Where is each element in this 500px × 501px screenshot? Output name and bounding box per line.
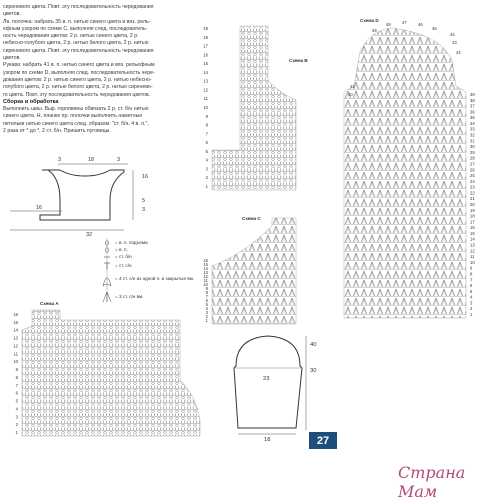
chart-c bbox=[203, 216, 296, 324]
row-number: 42 bbox=[456, 50, 461, 55]
row-number: 4 bbox=[15, 406, 18, 412]
row-number: 31 bbox=[470, 138, 475, 144]
row-number: 3 bbox=[205, 310, 208, 315]
row-number: 11 bbox=[203, 96, 208, 102]
row-number: 10 bbox=[470, 259, 475, 265]
row-number: 13 bbox=[203, 78, 208, 84]
instruction-line: голубого цвета, 2 р. нитью белого цвета, 2 р. нитью сиренево- bbox=[3, 84, 153, 91]
page-number: 27 bbox=[309, 432, 337, 449]
chart-d-label: Схема D bbox=[360, 18, 379, 23]
row-number: 6 bbox=[205, 298, 208, 303]
row-number: 24 bbox=[470, 178, 475, 184]
cluster-3-icon bbox=[103, 292, 111, 302]
instruction-line: цветов. bbox=[3, 11, 21, 18]
assembly-heading: Сборка и обработка bbox=[3, 98, 59, 105]
sleeve-label-width: 23 bbox=[263, 376, 270, 382]
row-number: 1 bbox=[15, 430, 18, 435]
row-number: 15 bbox=[470, 230, 475, 236]
vest-label-top-right: 3 bbox=[117, 157, 121, 163]
row-number: 14 bbox=[203, 69, 208, 75]
row-number: 47 bbox=[402, 20, 407, 25]
row-number: 6 bbox=[205, 140, 208, 146]
legend-item-sc: = ст. б/н bbox=[115, 254, 132, 259]
row-number: 10 bbox=[13, 359, 18, 365]
row-number: 28 bbox=[470, 155, 475, 161]
row-number: 9 bbox=[205, 113, 208, 119]
instruction-line: го цвета. Повт. эту последовательность чередования цветов. bbox=[3, 91, 151, 98]
row-number: 2 bbox=[205, 314, 208, 319]
row-number: 15 bbox=[13, 319, 18, 325]
assembly-line: Выполнить швы. Выр. горловины обвязать 2 р. ст. б/н нитью bbox=[3, 106, 149, 113]
legend-item-cluster4: = 4 ст. с/н из одной п. и закрытые вм. bbox=[115, 276, 195, 281]
chart-a-label: Схема A bbox=[40, 301, 59, 306]
instruction-line: цветов. bbox=[3, 55, 21, 62]
stitch-legend bbox=[103, 238, 194, 302]
instruction-line: небесно-голубого цвета, 2 р. нитью белого цвета, 2 р. нитью bbox=[3, 40, 149, 47]
row-number: 14 bbox=[470, 236, 475, 242]
row-number: 15 bbox=[203, 61, 208, 67]
row-number: 20 bbox=[470, 202, 475, 207]
row-number: 40 bbox=[348, 92, 353, 97]
row-number: 5 bbox=[15, 398, 18, 404]
row-number: 25 bbox=[470, 173, 475, 179]
row-number: 39 bbox=[470, 92, 475, 97]
sleeve-label-bottom: 18 bbox=[264, 437, 271, 443]
row-number: 4 bbox=[205, 306, 208, 311]
row-number: 7 bbox=[470, 277, 473, 283]
row-number: 3 bbox=[205, 166, 208, 172]
assembly-line: петельки нитью синего цвета след. образом: "ст. б/н, 4 в. п.", bbox=[3, 120, 149, 127]
row-number: 12 bbox=[203, 87, 208, 93]
row-number: 7 bbox=[205, 131, 208, 137]
legend-item-dc: = ст. с/н bbox=[115, 263, 132, 268]
row-number: 5 bbox=[205, 302, 208, 307]
chart-a bbox=[13, 301, 200, 436]
watermark-logo: Страна Мам bbox=[398, 463, 466, 501]
row-number: 6 bbox=[15, 390, 18, 396]
instruction-line: ефным узором по схеме С, выполняя след. последователь- bbox=[3, 25, 148, 32]
instruction-line: Лв. полочка: набрать 35 в. п. нитью синего цвета и вяз. рель- bbox=[3, 18, 151, 25]
row-number: 12 bbox=[203, 274, 208, 279]
row-number: 34 bbox=[470, 120, 475, 126]
row-number: 16 bbox=[203, 52, 208, 58]
row-number: 48 bbox=[386, 22, 391, 27]
chart-d bbox=[344, 18, 475, 318]
vest-label-side: 16 bbox=[142, 174, 149, 180]
row-number: 41 bbox=[350, 84, 355, 89]
row-number: 49 bbox=[372, 28, 377, 33]
row-number: 14 bbox=[203, 266, 208, 271]
row-number: 45 bbox=[432, 26, 437, 31]
row-number: 36 bbox=[470, 109, 475, 115]
row-number: 16 bbox=[203, 258, 208, 263]
row-number: 11 bbox=[203, 278, 208, 283]
row-number: 16 bbox=[470, 225, 475, 231]
row-number: 44 bbox=[450, 32, 455, 37]
vest-label-top-mid: 18 bbox=[88, 157, 95, 163]
vest-label-top-left: 3 bbox=[58, 157, 62, 163]
instruction-line: Рукава: набрать 41 в. п. нитью синего цвета и вяз. рельефным bbox=[3, 62, 155, 69]
row-number: 3 bbox=[15, 414, 18, 420]
row-number: 33 bbox=[470, 126, 475, 132]
sleeve-label-height-top: 40 bbox=[310, 342, 317, 348]
sleeve-schematic bbox=[234, 336, 316, 443]
row-number: 26 bbox=[470, 167, 475, 173]
row-number: 27 bbox=[470, 161, 475, 167]
row-number: 17 bbox=[470, 219, 475, 225]
row-number: 18 bbox=[203, 34, 208, 40]
instruction-line: сиреневого цвета. Повт. эту последовательность чередования bbox=[3, 47, 154, 54]
row-number: 8 bbox=[15, 374, 18, 380]
instruction-line: сиреневого цвета. Повт. эту последовательность чередования bbox=[3, 4, 154, 10]
chart-b bbox=[203, 26, 308, 190]
legend-item-chain-lift: = в. п. подъема bbox=[115, 240, 148, 245]
row-number: 10 bbox=[203, 105, 208, 110]
row-number: 2 bbox=[15, 422, 18, 428]
row-number: 19 bbox=[203, 26, 208, 31]
row-number: 13 bbox=[203, 270, 208, 275]
row-number: 18 bbox=[470, 213, 475, 219]
row-number: 13 bbox=[13, 335, 18, 341]
legend-item-chain: = в. п. bbox=[115, 247, 128, 252]
row-number: 7 bbox=[15, 382, 18, 388]
row-number: 8 bbox=[205, 122, 208, 128]
row-number: 12 bbox=[470, 248, 475, 254]
row-number: 10 bbox=[203, 282, 208, 287]
row-number: 9 bbox=[15, 367, 18, 373]
row-number: 8 bbox=[205, 290, 208, 295]
row-number: 6 bbox=[470, 283, 473, 289]
row-number: 11 bbox=[13, 351, 18, 357]
vest-label-notch-a: 5 bbox=[142, 198, 146, 204]
sleeve-label-height-body: 30 bbox=[310, 368, 317, 374]
row-number: 5 bbox=[205, 148, 208, 154]
vest-label-bottom: 32 bbox=[86, 232, 93, 238]
chart-b-label: Схема B bbox=[289, 58, 308, 63]
row-number: 1 bbox=[470, 312, 473, 317]
row-number: 13 bbox=[470, 242, 475, 248]
instruction-line: ность чередования цветов: 2 р. нитью синего цвета, 2 р. bbox=[3, 33, 139, 40]
row-number: 5 bbox=[470, 288, 473, 294]
row-number: 8 bbox=[470, 271, 473, 277]
legend-item-cluster3: = 3 ст. с/н вм. bbox=[115, 294, 144, 299]
chart-c-label: Схема C bbox=[242, 216, 261, 221]
row-number: 14 bbox=[13, 327, 18, 333]
row-number: 16 bbox=[13, 312, 18, 317]
row-number: 46 bbox=[418, 22, 423, 27]
row-number: 7 bbox=[205, 294, 208, 299]
row-number: 11 bbox=[470, 254, 475, 260]
row-number: 1 bbox=[205, 184, 208, 189]
row-number: 29 bbox=[470, 149, 475, 155]
row-number: 9 bbox=[470, 265, 473, 271]
row-number: 38 bbox=[470, 97, 475, 103]
row-number: 2 bbox=[205, 175, 208, 181]
row-number: 4 bbox=[470, 294, 473, 300]
row-number: 43 bbox=[452, 40, 457, 45]
row-number: 22 bbox=[470, 190, 475, 196]
row-number: 17 bbox=[203, 43, 208, 49]
row-number: 30 bbox=[470, 144, 475, 150]
row-number: 23 bbox=[470, 184, 475, 190]
instruction-line: узором по схеме D, выполняя след. последовательность чере- bbox=[3, 69, 155, 76]
assembly-line: синего цвета. Н. планке пр. полочки выполнить наметные bbox=[3, 113, 143, 120]
row-number: 21 bbox=[470, 196, 475, 202]
vest-label-inner: 16 bbox=[36, 205, 43, 211]
row-number: 19 bbox=[470, 207, 475, 213]
instruction-line: дования цветов: 2 р. нитью синего цвета, 2 р. нитью небесно- bbox=[3, 76, 152, 83]
row-number: 4 bbox=[205, 157, 208, 163]
row-number: 12 bbox=[13, 343, 18, 349]
row-number: 2 bbox=[470, 306, 473, 312]
row-number: 9 bbox=[205, 286, 208, 291]
row-number: 35 bbox=[470, 115, 475, 121]
vest-schematic bbox=[10, 157, 148, 238]
row-number: 37 bbox=[470, 103, 475, 109]
assembly-line: 2 раза от * до *, 2 ст. б/н. Пришить пуговицы. bbox=[3, 128, 111, 135]
vest-label-notch-b: 3 bbox=[142, 207, 146, 213]
row-number: 1 bbox=[205, 318, 208, 323]
row-number: 3 bbox=[470, 300, 473, 306]
row-number: 32 bbox=[470, 132, 475, 138]
row-number: 15 bbox=[203, 262, 208, 267]
